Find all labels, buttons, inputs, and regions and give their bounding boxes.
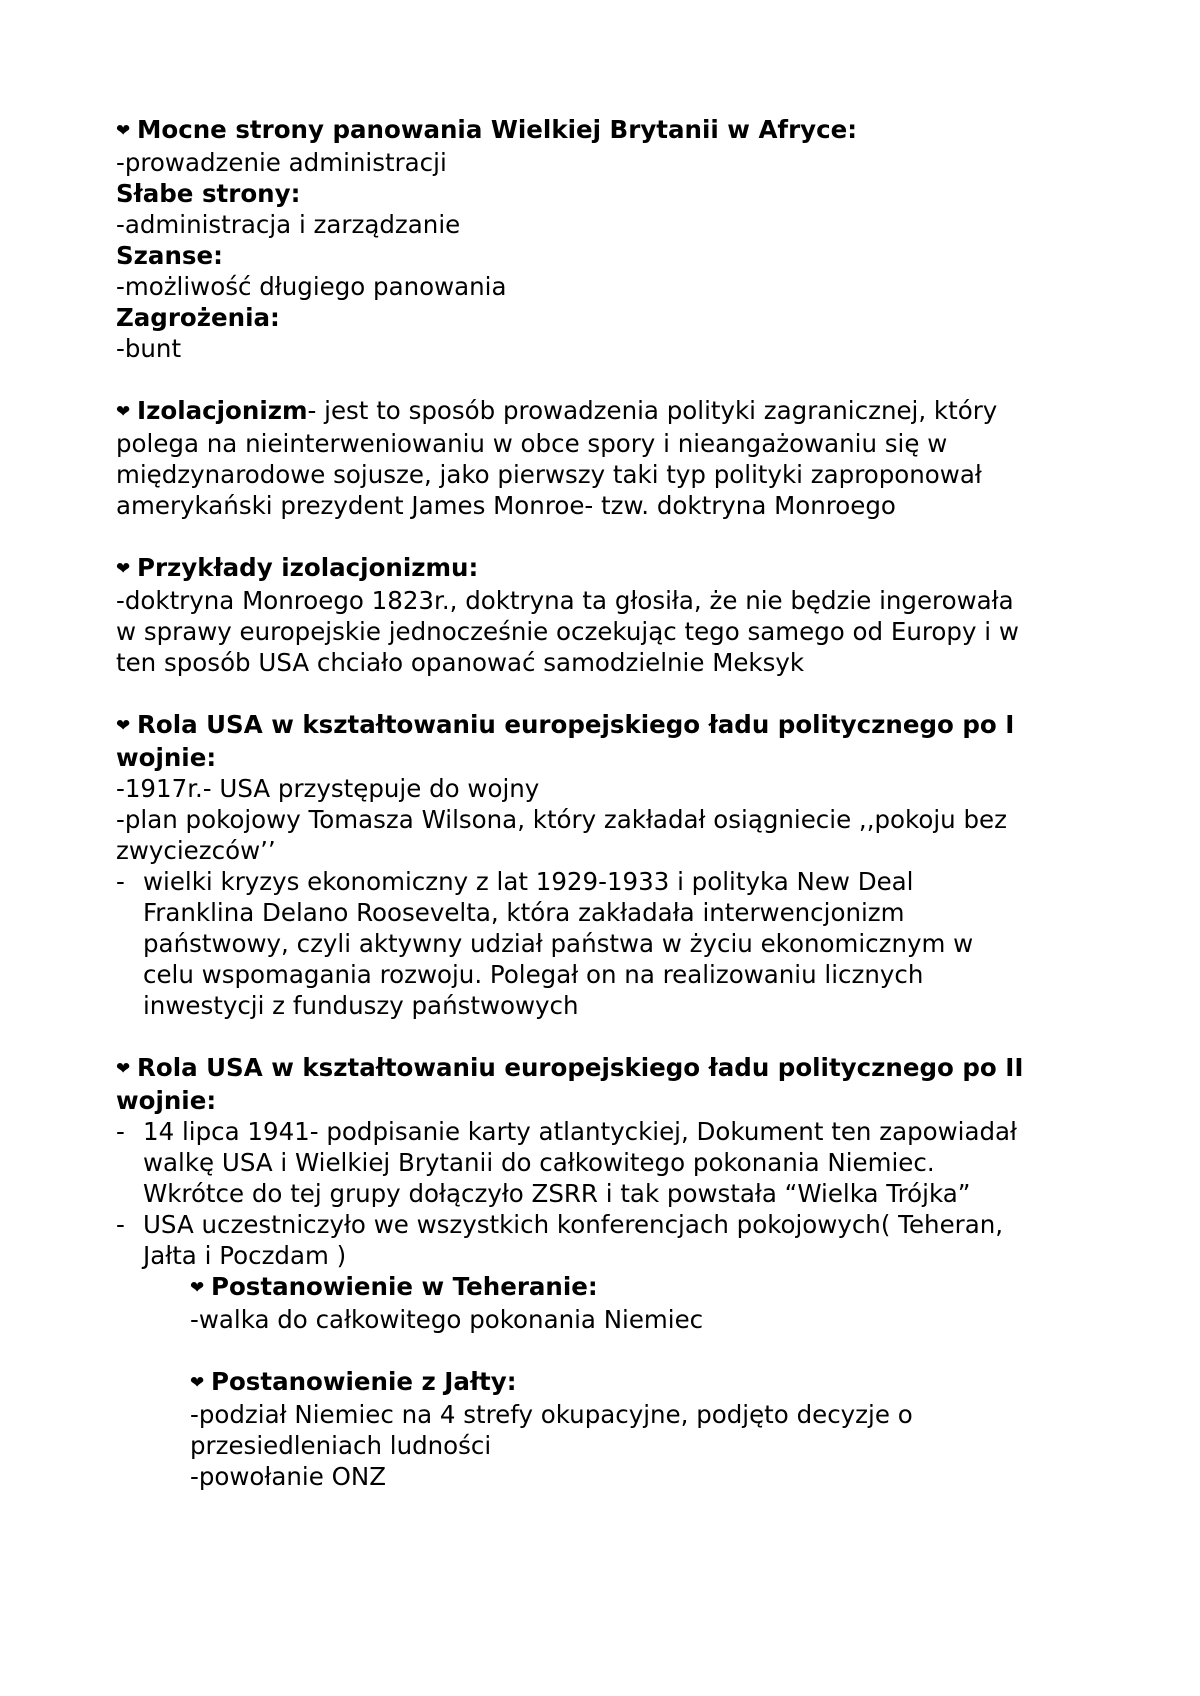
teheran-line: -walka do całkowitego pokonania Niemiec (190, 1305, 704, 1334)
examples-line: w sprawy europejskie jednocześnie oczekując tego samego od Europy i w (116, 617, 1019, 646)
heart-bullet-icon: ❤ (116, 121, 131, 141)
dash-item-line: Jałta i Poczdam ) (143, 1241, 347, 1270)
heart-bullet-icon: ❤ (190, 1278, 205, 1298)
heart-bullet-icon: ❤ (116, 559, 131, 579)
heart-bullet-icon: ❤ (116, 716, 131, 736)
ww1-dash-item (116, 866, 1096, 1021)
weak-text: -administracja i zarządzanie (116, 210, 461, 239)
heart-bullet-icon: ❤ (116, 1059, 131, 1079)
dash-item-line: walkę USA i Wielkiej Brytanii do całkowitego pokonania Niemiec. (143, 1148, 935, 1177)
threat-label: Zagrożenia: (116, 303, 280, 332)
jalta-line: -podział Niemiec na 4 strefy okupacyjne, podjęto decyzje o (190, 1400, 913, 1429)
isolationism-line: polega na nieinterweniowaniu w obce spory i nieangażowaniu się w (116, 429, 948, 458)
isolationism-line: amerykański prezydent James Monroe- tzw. doktryna Monroego (116, 491, 896, 520)
ww2-role-heading: ❤ Rola USA w kształtowaniu europejskiego ładu politycznego po II (116, 1052, 1096, 1085)
document-body (116, 114, 1096, 1492)
spacer (190, 1335, 1096, 1366)
ww1-role-line: zwyciezców’’ (116, 836, 276, 865)
opportunity-text: -możliwość długiego panowania (116, 272, 507, 301)
strength-text: -prowadzenie administracji (116, 148, 447, 177)
jalta-heading: ❤ Postanowienie z Jałty: (190, 1366, 1096, 1399)
heart-bullet-icon: ❤ (116, 402, 131, 422)
dash-bullet: - (116, 867, 125, 896)
ww1-role-line: -1917r.- USA przystępuje do wojny (116, 774, 540, 803)
ww1-role-line: -plan pokojowy Tomasza Wilsona, który zakładał osiągniecie ,,pokoju bez (116, 805, 1007, 834)
examples-line: ten sposób USA chciało opanować samodzielnie Meksyk (116, 648, 805, 677)
threat-text: -bunt (116, 334, 182, 363)
isolationism-line: międzynarodowe sojusze, jako pierwszy taki typ polityki zaproponował (116, 460, 982, 489)
spacer (116, 678, 1096, 709)
dash-item-line: wielki kryzys ekonomiczny z lat 1929-1933 i polityka New Deal (143, 867, 914, 896)
jalta-line: -powołanie ONZ (190, 1462, 386, 1491)
heart-bullet-icon: ❤ (190, 1373, 205, 1393)
dash-item-line: inwestycji z funduszy państwowych (143, 991, 579, 1020)
spacer (116, 521, 1096, 552)
isolationism-term: Izolacjonizm (137, 396, 308, 425)
ww2-dash-item (116, 1116, 1096, 1209)
opportunity-label: Szanse: (116, 241, 223, 270)
dash-item-line: Franklina Delano Roosevelta, która zakładała interwencjonizm (143, 898, 905, 927)
dash-bullet: - (116, 1210, 125, 1239)
ww2-role-heading-cont: wojnie: (116, 1086, 217, 1115)
isolationism-paragraph: ❤ Izolacjonizm- jest to sposób prowadzenia polityki zagranicznej, który (116, 395, 1096, 428)
weak-label: Słabe strony: (116, 179, 301, 208)
jalta-line: przesiedleniach ludności (190, 1431, 492, 1460)
dash-item-line: Wkrótce do tej grupy dołączyło ZSRR i tak powstała “Wielka Trójka” (143, 1179, 971, 1208)
teheran-heading: ❤ Postanowienie w Teheranie: (190, 1271, 1096, 1304)
swot-heading: ❤ Mocne strony panowania Wielkiej Brytanii w Afryce: (116, 114, 1096, 147)
dash-item-line: 14 lipca 1941- podpisanie karty atlantyckiej, Dokument ten zapowiadał (143, 1117, 1018, 1146)
dash-item-line: państwowy, czyli aktywny udział państwa w życiu ekonomicznym w (143, 929, 974, 958)
examples-heading: ❤ Przykłady izolacjonizmu: (116, 552, 1096, 585)
ww1-role-heading-cont: wojnie: (116, 743, 217, 772)
examples-line: -doktryna Monroego 1823r., doktryna ta głosiła, że nie będzie ingerowała (116, 586, 1014, 615)
spacer (116, 1021, 1096, 1052)
dash-item-line: USA uczestniczyło we wszystkich konferencjach pokojowych( Teheran, (143, 1210, 1004, 1239)
ww1-role-heading: ❤ Rola USA w kształtowaniu europejskiego ładu politycznego po I (116, 709, 1096, 742)
ww2-dash-item (116, 1209, 1096, 1271)
dash-bullet: - (116, 1117, 125, 1146)
conference-decisions (116, 1271, 1096, 1492)
dash-item-line: celu wspomagania rozwoju. Polegał on na realizowaniu licznych (143, 960, 924, 989)
spacer (116, 364, 1096, 395)
